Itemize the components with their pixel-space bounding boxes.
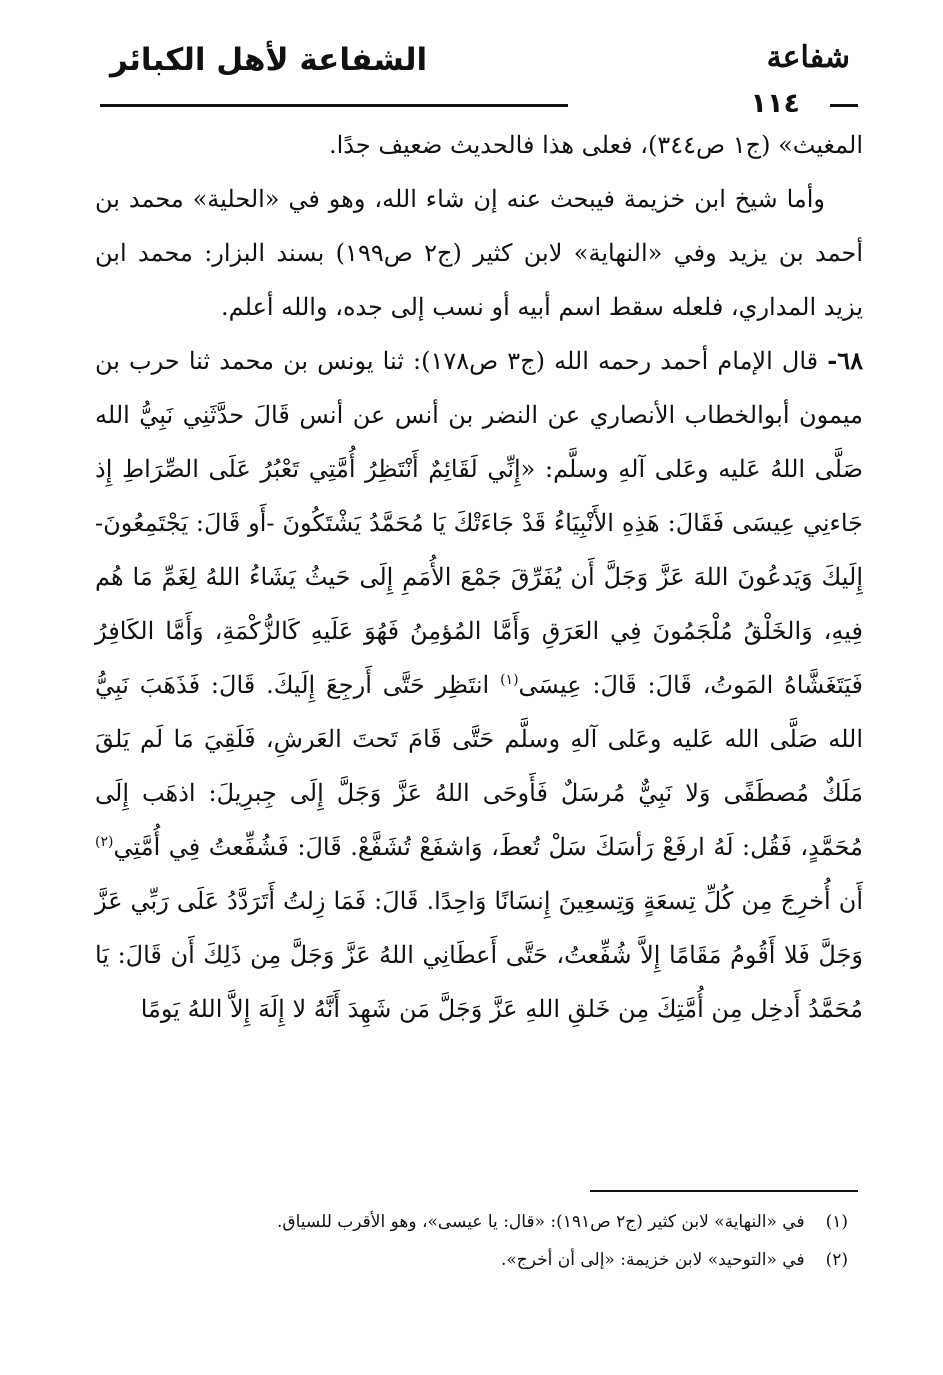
- footnote-reference[interactable]: (٢): [95, 834, 114, 850]
- hadith-text-part: قال الإمام أحمد رحمه الله (ج٣ ص١٧٨): ثنا يونس بن محمد ثنا حرب بن ميمون أبوالخطاب الأنصاري عن النضر بن أنس عن أنس قَالَ حدَّثَنِي نَبِيُّ الله صَلَّى اللهُ عَليه وعَلى آلهِ وسلَّم: «إِنِّي لَقَائِمٌ أَنْتَظِرُ أُمَّتِي تَعْبُرُ عَلَى الصِّرَاطِ إِذ جَاءنِي عِيسَى فَقَالَ: هَذِهِ الأَنْبِيَاءُ قَدْ جَاءَتْكَ يَا مُحَمَّدُ يَشْتَكُونَ -أَو قَالَ: يَجْتَمِعُونَ- إِلَيكَ وَيَدعُونَ اللهَ عَزَّ وَجَلَّ أَن يُفَرِّقَ جَمْعَ الأُمَمِ إِلَى حَيثُ يَشَاءُ اللهُ لِغَمِّ مَا هُم فِيهِ، وَالخَلْقُ مُلْجَمُونَ فِي العَرَقِ وَأَمَّا المُؤمِنُ فَهُوَ عَلَيهِ كَالزُّكْمَةِ، وَأَمَّا الكَافِرُ فَيَتَغَشَّاهُ المَوتُ، قَالَ: قَالَ: عِيسَى: [95, 347, 863, 699]
- hadith-paragraph: [95, 334, 863, 1036]
- footnote-mark: (١): [825, 1212, 848, 1232]
- hadith-text-part: أَن أُخرِجَ مِن كُلِّ تِسعَةٍ وَتِسعِينَ إِنسَانًا وَاحِدًا. قَالَ: فَمَا زِلتُ أَتَرَدَّدُ عَلَى رَبِّي عَزَّ وَجَلَّ فَلا أَقُومُ مَقَامًا إِلاَّ شُفِّعتُ، حَتَّى أَعطَانِي اللهُ عَزَّ وَجَلَّ مِن ذَلِكَ أَن قَالَ: يَا مُحَمَّدُ أَدخِل مِن أُمَّتِكَ مِن خَلقِ اللهِ عَزَّ وَجَلَّ مَن شَهِدَ أَنَّهُ لا إِلَهَ إِلاَّ اللهُ يَومًا: [95, 887, 863, 1023]
- header-ornament: شفاعة: [766, 40, 850, 75]
- hadith-text-part: انتَظِر حَتَّى أَرجِعَ إِلَيكَ. قَالَ: فَذَهَبَ نَبِيُّ الله صَلَّى الله عَليه وعَلى آلهِ وسلَّم حَتَّى قَامَ تَحتَ العَرشِ، فَلَقِيَ مَا لَم يَلقَ مَلَكٌ مُصطَفًى وَلا نَبِيٌّ مُرسَلٌ فَأَوحَى اللهُ عَزَّ وَجَلَّ إِلَى جِبرِيلَ: اذهَب إِلَى مُحَمَّدٍ، فَقُل: لَهُ ارفَعْ رَأسَكَ سَلْ تُعطَ، وَاشفَعْ تُشَفَّعْ. قَالَ: فَشُفِّعتُ فِي أُمَّتِي: [95, 671, 863, 861]
- header-rule: [100, 104, 568, 107]
- hadith-number: ٦٨-: [827, 346, 863, 375]
- paragraph: المغيث» (ج١ ص٣٤٤)، فعلى هذا فالحديث ضعيف جدًا.: [328, 131, 863, 159]
- main-text: [95, 118, 863, 1036]
- footnote-separator: [590, 1190, 858, 1192]
- footnote-text: في «النهاية» لابن كثير (ج٢ ص١٩١): «قال: يا عيسى»، وهو الأقرب للسياق.: [277, 1212, 805, 1232]
- footnote: [200, 1203, 848, 1241]
- footnote-reference[interactable]: (١): [500, 672, 519, 688]
- footnote-mark: (٢): [825, 1250, 848, 1270]
- footnote-text: في «التوحيد» لابن خزيمة: «إلى أن أخرج».: [500, 1250, 805, 1270]
- page-number: ١١٤: [745, 88, 806, 119]
- running-title: الشفاعة لأهل الكبائر: [110, 42, 428, 78]
- page-header: [100, 30, 858, 119]
- paragraph: وأما شيخ ابن خزيمة فيبحث عنه إن شاء الله، وهو في «الحلية» محمد بن أحمد بن يزيد وفي «النهاية» لابن كثير (ج٢ ص١٩٩) بسند البزار: محمد ابن يزيد المداري، فلعله سقط اسم أبيه أو نسب إلى جده، والله أعلم.: [95, 185, 863, 321]
- footnotes: [200, 1203, 848, 1279]
- footnote: [200, 1241, 848, 1279]
- header-rule-short: [830, 104, 858, 107]
